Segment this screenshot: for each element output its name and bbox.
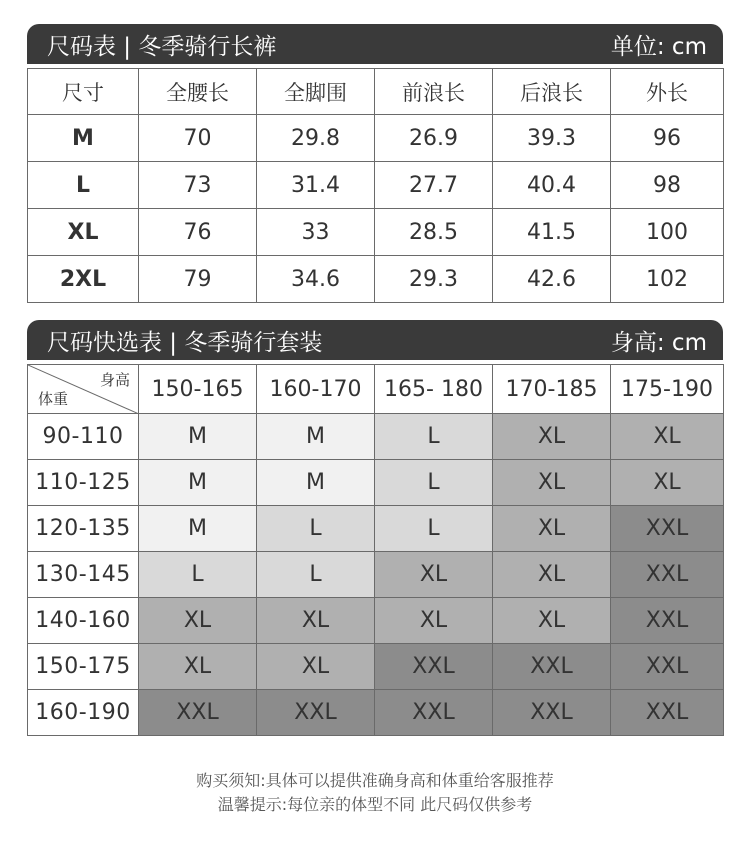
table-row bbox=[28, 644, 724, 690]
weight-range-label: 140-160 bbox=[28, 598, 139, 644]
size-cell: XXL bbox=[257, 690, 375, 736]
size-cell: XL bbox=[257, 598, 375, 644]
column-header: 尺寸 bbox=[28, 69, 139, 115]
size-chart-header bbox=[27, 24, 723, 64]
table-row bbox=[28, 414, 724, 460]
size-chart-header-row bbox=[28, 69, 724, 115]
size-cell: L bbox=[257, 552, 375, 598]
column-header: 全腰长 bbox=[139, 69, 257, 115]
size-cell: L bbox=[257, 506, 375, 552]
height-range-header: 175-190 bbox=[611, 365, 724, 414]
measurement-cell: 34.6 bbox=[257, 256, 375, 303]
size-cell: XL bbox=[493, 552, 611, 598]
measurement-cell: 96 bbox=[611, 115, 724, 162]
size-cell: XXL bbox=[611, 644, 724, 690]
size-cell: XL bbox=[493, 598, 611, 644]
measurement-cell: 29.8 bbox=[257, 115, 375, 162]
size-cell: XL bbox=[611, 460, 724, 506]
size-cell: XXL bbox=[611, 506, 724, 552]
size-cell: XXL bbox=[493, 644, 611, 690]
table-row bbox=[28, 256, 724, 303]
size-chart-unit: 单位: cm bbox=[610, 33, 707, 60]
size-cell: XXL bbox=[375, 690, 493, 736]
table-row bbox=[28, 690, 724, 736]
size-cell: L bbox=[375, 414, 493, 460]
measurement-cell: 29.3 bbox=[375, 256, 493, 303]
weight-range-label: 150-175 bbox=[28, 644, 139, 690]
measurement-cell: 42.6 bbox=[493, 256, 611, 303]
column-header: 前浪长 bbox=[375, 69, 493, 115]
measurement-cell: 26.9 bbox=[375, 115, 493, 162]
weight-range-label: 160-190 bbox=[28, 690, 139, 736]
measurement-cell: 76 bbox=[139, 209, 257, 256]
column-header: 外长 bbox=[611, 69, 724, 115]
size-cell: XL bbox=[257, 644, 375, 690]
measurement-cell: 39.3 bbox=[493, 115, 611, 162]
size-cell: XL bbox=[611, 414, 724, 460]
table-row bbox=[28, 460, 724, 506]
measurement-cell: 28.5 bbox=[375, 209, 493, 256]
size-chart-title: 尺码表 | 冬季骑行长裤 bbox=[47, 33, 277, 60]
size-label: M bbox=[28, 115, 139, 162]
table-row bbox=[28, 598, 724, 644]
quick-chart-title: 尺码快选表 | 冬季骑行套装 bbox=[47, 329, 323, 356]
measurement-cell: 70 bbox=[139, 115, 257, 162]
table-row bbox=[28, 552, 724, 598]
measurement-cell: 41.5 bbox=[493, 209, 611, 256]
table-row bbox=[28, 115, 724, 162]
height-range-header: 165- 180 bbox=[375, 365, 493, 414]
column-header: 全脚围 bbox=[257, 69, 375, 115]
measurement-cell: 73 bbox=[139, 162, 257, 209]
size-chart-table bbox=[27, 68, 724, 303]
size-cell: XL bbox=[493, 506, 611, 552]
measurement-cell: 100 bbox=[611, 209, 724, 256]
quick-chart-header bbox=[27, 320, 723, 360]
corner-weight-label: 体重 bbox=[38, 390, 69, 408]
weight-range-label: 110-125 bbox=[28, 460, 139, 506]
size-cell: XL bbox=[139, 644, 257, 690]
corner-height-label: 身高 bbox=[99, 371, 130, 389]
size-cell: XL bbox=[375, 552, 493, 598]
size-label: L bbox=[28, 162, 139, 209]
measurement-cell: 40.4 bbox=[493, 162, 611, 209]
size-cell: XXL bbox=[611, 690, 724, 736]
size-label: 2XL bbox=[28, 256, 139, 303]
size-cell: XXL bbox=[375, 644, 493, 690]
quick-chart-table bbox=[27, 364, 724, 736]
size-cell: XXL bbox=[611, 552, 724, 598]
table-row bbox=[28, 209, 724, 256]
measurement-cell: 31.4 bbox=[257, 162, 375, 209]
table-row bbox=[28, 506, 724, 552]
size-cell: M bbox=[257, 414, 375, 460]
size-cell: L bbox=[375, 506, 493, 552]
quick-chart-unit: 身高: cm bbox=[610, 329, 707, 356]
table-row bbox=[28, 162, 724, 209]
size-cell: XL bbox=[375, 598, 493, 644]
purchase-note: 购买须知:具体可以提供准确身高和体重给客服推荐 bbox=[196, 771, 554, 790]
weight-range-label: 130-145 bbox=[28, 552, 139, 598]
size-cell: XL bbox=[493, 460, 611, 506]
size-cell: M bbox=[139, 460, 257, 506]
size-label: XL bbox=[28, 209, 139, 256]
height-range-header: 170-185 bbox=[493, 365, 611, 414]
size-cell: M bbox=[139, 414, 257, 460]
measurement-cell: 79 bbox=[139, 256, 257, 303]
size-cell: XL bbox=[139, 598, 257, 644]
column-header: 后浪长 bbox=[493, 69, 611, 115]
size-cell: XXL bbox=[611, 598, 724, 644]
warm-tip: 温馨提示:每位亲的体型不同 此尺码仅供参考 bbox=[217, 795, 533, 814]
size-cell: XXL bbox=[139, 690, 257, 736]
measurement-cell: 27.7 bbox=[375, 162, 493, 209]
quick-chart-header-row bbox=[28, 365, 724, 414]
weight-range-label: 90-110 bbox=[28, 414, 139, 460]
size-cell: L bbox=[139, 552, 257, 598]
corner-cell bbox=[28, 365, 139, 414]
measurement-cell: 98 bbox=[611, 162, 724, 209]
size-cell: M bbox=[139, 506, 257, 552]
measurement-cell: 33 bbox=[257, 209, 375, 256]
height-range-header: 150-165 bbox=[139, 365, 257, 414]
height-range-header: 160-170 bbox=[257, 365, 375, 414]
measurement-cell: 102 bbox=[611, 256, 724, 303]
size-cell: L bbox=[375, 460, 493, 506]
size-cell: M bbox=[257, 460, 375, 506]
size-cell: XL bbox=[493, 414, 611, 460]
weight-range-label: 120-135 bbox=[28, 506, 139, 552]
size-cell: XXL bbox=[493, 690, 611, 736]
